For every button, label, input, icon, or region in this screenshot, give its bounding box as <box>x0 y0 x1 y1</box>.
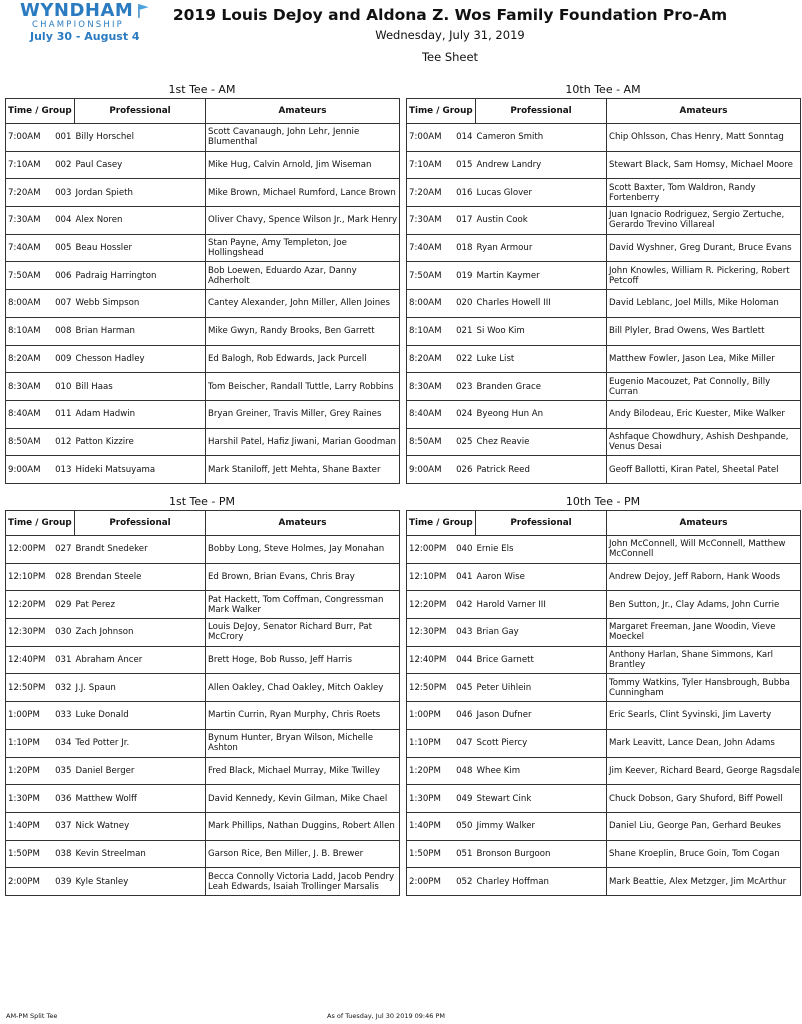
tee-time: 12:10PM <box>6 563 51 591</box>
professional-name: Kevin Streelman <box>75 840 206 868</box>
tee-time: 12:10PM <box>407 563 452 591</box>
table-row <box>407 456 801 484</box>
professional-name: Brendan Steele <box>75 563 206 591</box>
amateur-names: Pat Hackett, Tom Coffman, Congressman Mark Walker <box>206 591 400 619</box>
tee-time: 7:40AM <box>407 234 452 262</box>
amateur-names: Margaret Freeman, Jane Woodin, Vieve Moeckel <box>607 619 801 647</box>
tee-time: 8:10AM <box>6 317 51 345</box>
table-row <box>6 674 400 702</box>
table-row <box>407 400 801 428</box>
amateur-names: Shane Kroeplin, Bruce Goin, Tom Cogan <box>607 840 801 868</box>
professional-name: Jimmy Walker <box>476 812 607 840</box>
amateur-names: Bryan Greiner, Travis Miller, Grey Raines <box>206 400 400 428</box>
group-number: 023 <box>452 373 476 401</box>
professional-name: Bronson Burgoon <box>476 840 607 868</box>
tee-time: 1:20PM <box>6 757 51 785</box>
column-header-time-group: Time / Group <box>6 99 75 124</box>
table-row <box>407 536 801 564</box>
amateur-names: John Knowles, William R. Pickering, Robert Petcoff <box>607 262 801 290</box>
professional-name: Brandt Snedeker <box>75 536 206 564</box>
professional-name: Zach Johnson <box>75 619 206 647</box>
tee-time: 1:00PM <box>6 702 51 730</box>
amateur-names: John McConnell, Will McConnell, Matthew McConnell <box>607 536 801 564</box>
table-row <box>6 536 400 564</box>
amateur-names: Stan Payne, Amy Templeton, Joe Hollingshead <box>206 234 400 262</box>
group-number: 051 <box>452 840 476 868</box>
amateur-names: Mike Hug, Calvin Arnold, Jim Wiseman <box>206 151 400 179</box>
tee-time: 1:50PM <box>6 840 51 868</box>
group-number: 039 <box>51 868 75 896</box>
section-title: 10th Tee - AM <box>565 83 641 96</box>
tee-time: 8:30AM <box>6 373 51 401</box>
professional-name: Ryan Armour <box>476 234 607 262</box>
group-number: 046 <box>452 702 476 730</box>
tee-time: 7:20AM <box>6 179 51 207</box>
amateur-names: Juan Ignacio Rodriguez, Sergio Zertuche, Gerardo Trevino Villareal <box>607 207 801 235</box>
amateur-names: Stewart Black, Sam Homsy, Michael Moore <box>607 151 801 179</box>
amateur-names: Eugenio Macouzet, Pat Connolly, Billy Curran <box>607 373 801 401</box>
amateur-names: Scott Cavanaugh, John Lehr, Jennie Blumenthal <box>206 124 400 152</box>
group-number: 019 <box>452 262 476 290</box>
professional-name: Charles Howell III <box>476 290 607 318</box>
group-number: 003 <box>51 179 75 207</box>
group-number: 038 <box>51 840 75 868</box>
table-row <box>6 151 400 179</box>
tee-time: 8:00AM <box>407 290 452 318</box>
tee-sheet-table <box>406 98 801 484</box>
table-row <box>407 674 801 702</box>
professional-name: Cameron Smith <box>476 124 607 152</box>
logo-brand-text: WYNDHAM <box>20 0 134 21</box>
tee-time: 12:00PM <box>6 536 51 564</box>
professional-name: Chesson Hadley <box>75 345 206 373</box>
professional-name: Nick Watney <box>75 812 206 840</box>
amateur-names: Mike Gwyn, Randy Brooks, Ben Garrett <box>206 317 400 345</box>
professional-name: Adam Hadwin <box>75 400 206 428</box>
group-number: 044 <box>452 646 476 674</box>
group-number: 024 <box>452 400 476 428</box>
group-number: 031 <box>51 646 75 674</box>
table-row <box>407 290 801 318</box>
amateur-names: Garson Rice, Ben Miller, J. B. Brewer <box>206 840 400 868</box>
amateur-names: Ed Balogh, Rob Edwards, Jack Purcell <box>206 345 400 373</box>
tee-sheet-table <box>406 510 801 896</box>
group-number: 002 <box>51 151 75 179</box>
group-number: 047 <box>452 729 476 757</box>
professional-name: Pat Perez <box>75 591 206 619</box>
amateur-names: David Kennedy, Kevin Gilman, Mike Chael <box>206 785 400 813</box>
amateur-names: Ashfaque Chowdhury, Ashish Deshpande, Venus Desai <box>607 428 801 456</box>
table-row <box>6 591 400 619</box>
tee-time: 2:00PM <box>407 868 452 896</box>
table-row <box>6 785 400 813</box>
amateur-names: Eric Searls, Clint Syvinski, Jim Laverty <box>607 702 801 730</box>
amateur-names: Tom Beischer, Randall Tuttle, Larry Robbins <box>206 373 400 401</box>
tee-time: 1:10PM <box>407 729 452 757</box>
professional-name: Brian Gay <box>476 619 607 647</box>
professional-name: Paul Casey <box>75 151 206 179</box>
table-row <box>407 785 801 813</box>
amateur-names: Geoff Ballotti, Kiran Patel, Sheetal Patel <box>607 456 801 484</box>
professional-name: Brice Garnett <box>476 646 607 674</box>
tee-time: 12:40PM <box>407 646 452 674</box>
professional-name: Kyle Stanley <box>75 868 206 896</box>
table-header-row <box>6 511 400 536</box>
group-number: 041 <box>452 563 476 591</box>
professional-name: Patrick Reed <box>476 456 607 484</box>
group-number: 015 <box>452 151 476 179</box>
table-row <box>6 373 400 401</box>
table-row <box>6 729 400 757</box>
professional-name: Webb Simpson <box>75 290 206 318</box>
tee-time: 1:20PM <box>407 757 452 785</box>
amateur-names: Tommy Watkins, Tyler Hansbrough, Bubba Cunningham <box>607 674 801 702</box>
amateur-names: Cantey Alexander, John Miller, Allen Joines <box>206 290 400 318</box>
group-number: 028 <box>51 563 75 591</box>
table-row <box>6 207 400 235</box>
tee-time: 12:50PM <box>6 674 51 702</box>
tee-time: 12:20PM <box>407 591 452 619</box>
tee-time: 8:40AM <box>6 400 51 428</box>
professional-name: Abraham Ancer <box>75 646 206 674</box>
table-header-row <box>6 99 400 124</box>
table-row <box>6 317 400 345</box>
table-header-row <box>407 511 801 536</box>
tee-time: 8:00AM <box>6 290 51 318</box>
flag-icon <box>136 3 150 19</box>
table-row <box>407 591 801 619</box>
tee-time: 7:30AM <box>6 207 51 235</box>
group-number: 020 <box>452 290 476 318</box>
group-number: 035 <box>51 757 75 785</box>
tee-time: 7:10AM <box>6 151 51 179</box>
table-row <box>407 151 801 179</box>
table-row <box>6 456 400 484</box>
professional-name: Alex Noren <box>75 207 206 235</box>
group-number: 037 <box>51 812 75 840</box>
tee-time: 9:00AM <box>407 456 452 484</box>
column-header-professional: Professional <box>476 511 607 536</box>
tee-time: 1:40PM <box>407 812 452 840</box>
table-row <box>407 345 801 373</box>
table-row <box>6 428 400 456</box>
group-number: 021 <box>452 317 476 345</box>
amateur-names: Bill Plyler, Brad Owens, Wes Bartlett <box>607 317 801 345</box>
section-title: 1st Tee - AM <box>168 83 236 96</box>
group-number: 052 <box>452 868 476 896</box>
column-header-professional: Professional <box>476 99 607 124</box>
table-row <box>407 317 801 345</box>
group-number: 007 <box>51 290 75 318</box>
tee-time: 1:50PM <box>407 840 452 868</box>
amateur-names: Bob Loewen, Eduardo Azar, Danny Adherholt <box>206 262 400 290</box>
table-row <box>407 757 801 785</box>
group-number: 050 <box>452 812 476 840</box>
professional-name: Beau Hossler <box>75 234 206 262</box>
tee-time: 12:30PM <box>407 619 452 647</box>
table-row <box>407 619 801 647</box>
group-number: 017 <box>452 207 476 235</box>
tee-time: 8:50AM <box>407 428 452 456</box>
amateur-names: Allen Oakley, Chad Oakley, Mitch Oakley <box>206 674 400 702</box>
table-row <box>6 179 400 207</box>
group-number: 034 <box>51 729 75 757</box>
table-row <box>6 234 400 262</box>
column-header-amateurs: Amateurs <box>206 99 400 124</box>
professional-name: Branden Grace <box>476 373 607 401</box>
amateur-names: Becca Connolly Victoria Ladd, Jacob Pendry Leah Edwards, Isaiah Trollinger Marsalis <box>206 868 400 896</box>
group-number: 049 <box>452 785 476 813</box>
amateur-names: Jim Keever, Richard Beard, George Ragsdale <box>607 757 801 785</box>
amateur-names: Bynum Hunter, Bryan Wilson, Michelle Ashton <box>206 729 400 757</box>
professional-name: Lucas Glover <box>476 179 607 207</box>
tee-sheet-table <box>5 510 400 896</box>
professional-name: Billy Horschel <box>75 124 206 152</box>
logo-subtitle: CHAMPIONSHIP <box>32 20 124 30</box>
table-row <box>6 290 400 318</box>
group-number: 045 <box>452 674 476 702</box>
table-row <box>407 646 801 674</box>
tee-time: 1:30PM <box>407 785 452 813</box>
professional-name: Stewart Cink <box>476 785 607 813</box>
group-number: 036 <box>51 785 75 813</box>
tee-time: 1:10PM <box>6 729 51 757</box>
professional-name: Charley Hoffman <box>476 868 607 896</box>
amateur-names: Andrew Dejoy, Jeff Raborn, Hank Woods <box>607 563 801 591</box>
tee-time: 2:00PM <box>6 868 51 896</box>
amateur-names: Chuck Dobson, Gary Shuford, Biff Powell <box>607 785 801 813</box>
page-subtitle: Tee Sheet <box>421 50 479 64</box>
group-number: 025 <box>452 428 476 456</box>
table-row <box>407 840 801 868</box>
professional-name: Padraig Harrington <box>75 262 206 290</box>
tee-time: 1:30PM <box>6 785 51 813</box>
amateur-names: Mark Staniloff, Jett Mehta, Shane Baxter <box>206 456 400 484</box>
amateur-names: Daniel Liu, George Pan, Gerhard Beukes <box>607 812 801 840</box>
column-header-amateurs: Amateurs <box>206 511 400 536</box>
table-row <box>6 868 400 896</box>
group-number: 011 <box>51 400 75 428</box>
amateur-names: Ben Sutton, Jr., Clay Adams, John Currie <box>607 591 801 619</box>
table-row <box>6 262 400 290</box>
professional-name: J.J. Spaun <box>75 674 206 702</box>
group-number: 005 <box>51 234 75 262</box>
amateur-names: Harshil Patel, Hafiz Jiwani, Marian Goodman <box>206 428 400 456</box>
tee-time: 7:00AM <box>407 124 452 152</box>
group-number: 032 <box>51 674 75 702</box>
table-row <box>6 646 400 674</box>
tee-time: 8:20AM <box>6 345 51 373</box>
group-number: 001 <box>51 124 75 152</box>
professional-name: Si Woo Kim <box>476 317 607 345</box>
table-row <box>6 345 400 373</box>
professional-name: Andrew Landry <box>476 151 607 179</box>
table-row <box>407 729 801 757</box>
professional-name: Martin Kaymer <box>476 262 607 290</box>
professional-name: Byeong Hun An <box>476 400 607 428</box>
professional-name: Whee Kim <box>476 757 607 785</box>
group-number: 042 <box>452 591 476 619</box>
tee-time: 7:40AM <box>6 234 51 262</box>
professional-name: Chez Reavie <box>476 428 607 456</box>
group-number: 048 <box>452 757 476 785</box>
group-number: 027 <box>51 536 75 564</box>
professional-name: Harold Varner III <box>476 591 607 619</box>
amateur-names: Mark Phillips, Nathan Duggins, Robert Allen <box>206 812 400 840</box>
column-header-amateurs: Amateurs <box>607 99 801 124</box>
table-row <box>407 207 801 235</box>
group-number: 043 <box>452 619 476 647</box>
amateur-names: Andy Bilodeau, Eric Kuester, Mike Walker <box>607 400 801 428</box>
group-number: 022 <box>452 345 476 373</box>
professional-name: Brian Harman <box>75 317 206 345</box>
amateur-names: Oliver Chavy, Spence Wilson Jr., Mark Henry <box>206 207 400 235</box>
table-row <box>407 428 801 456</box>
tee-time: 9:00AM <box>6 456 51 484</box>
tee-time: 7:00AM <box>6 124 51 152</box>
column-header-time-group: Time / Group <box>407 511 476 536</box>
professional-name: Luke List <box>476 345 607 373</box>
table-row <box>407 702 801 730</box>
tee-time: 12:00PM <box>407 536 452 564</box>
professional-name: Austin Cook <box>476 207 607 235</box>
amateur-names: Mike Brown, Michael Rumford, Lance Brown <box>206 179 400 207</box>
amateur-names: Bobby Long, Steve Holmes, Jay Monahan <box>206 536 400 564</box>
tee-time: 8:20AM <box>407 345 452 373</box>
professional-name: Ernie Els <box>476 536 607 564</box>
table-row <box>6 400 400 428</box>
amateur-names: Brett Hoge, Bob Russo, Jeff Harris <box>206 646 400 674</box>
table-row <box>6 563 400 591</box>
table-header-row <box>407 99 801 124</box>
column-header-time-group: Time / Group <box>6 511 75 536</box>
group-number: 008 <box>51 317 75 345</box>
table-row <box>6 812 400 840</box>
section-title: 1st Tee - PM <box>168 495 235 508</box>
tee-time: 12:40PM <box>6 646 51 674</box>
amateur-names: David Leblanc, Joel Mills, Mike Holoman <box>607 290 801 318</box>
table-row <box>407 812 801 840</box>
table-row <box>6 124 400 152</box>
amateur-names: Anthony Harlan, Shane Simmons, Karl Brantley <box>607 646 801 674</box>
tee-time: 7:50AM <box>6 262 51 290</box>
page-title: 2019 Louis DeJoy and Aldona Z. Wos Family Foundation Pro-Am <box>172 6 728 24</box>
amateur-names: David Wyshner, Greg Durant, Bruce Evans <box>607 234 801 262</box>
amateur-names: Chip Ohlsson, Chas Henry, Matt Sonntag <box>607 124 801 152</box>
table-row <box>407 179 801 207</box>
table-row <box>407 262 801 290</box>
group-number: 018 <box>452 234 476 262</box>
professional-name: Jordan Spieth <box>75 179 206 207</box>
footer-timestamp: As of Tuesday, Jul 30 2019 09:46 PM <box>327 1012 445 1020</box>
footer-label: AM-PM Split Tee <box>6 1012 58 1020</box>
table-row <box>407 373 801 401</box>
tee-time: 8:30AM <box>407 373 452 401</box>
professional-name: Bill Haas <box>75 373 206 401</box>
group-number: 012 <box>51 428 75 456</box>
group-number: 009 <box>51 345 75 373</box>
amateur-names: Martin Currin, Ryan Murphy, Chris Roets <box>206 702 400 730</box>
group-number: 040 <box>452 536 476 564</box>
amateur-names: Matthew Fowler, Jason Lea, Mike Miller <box>607 345 801 373</box>
table-row <box>407 563 801 591</box>
group-number: 010 <box>51 373 75 401</box>
group-number: 030 <box>51 619 75 647</box>
column-header-professional: Professional <box>75 99 206 124</box>
professional-name: Luke Donald <box>75 702 206 730</box>
group-number: 029 <box>51 591 75 619</box>
professional-name: Scott Piercy <box>476 729 607 757</box>
wyndham-logo <box>20 2 150 50</box>
table-row <box>407 234 801 262</box>
column-header-time-group: Time / Group <box>407 99 476 124</box>
table-row <box>407 868 801 896</box>
tee-time: 1:40PM <box>6 812 51 840</box>
professional-name: Matthew Wolff <box>75 785 206 813</box>
tee-time: 12:20PM <box>6 591 51 619</box>
tee-time: 1:00PM <box>407 702 452 730</box>
tee-time: 7:10AM <box>407 151 452 179</box>
professional-name: Aaron Wise <box>476 563 607 591</box>
amateur-names: Scott Baxter, Tom Waldron, Randy Fortenberry <box>607 179 801 207</box>
event-date: Wednesday, July 31, 2019 <box>375 28 525 42</box>
section-title: 10th Tee - PM <box>565 495 641 508</box>
table-row <box>6 840 400 868</box>
tee-time: 7:20AM <box>407 179 452 207</box>
group-number: 014 <box>452 124 476 152</box>
amateur-names: Mark Leavitt, Lance Dean, John Adams <box>607 729 801 757</box>
group-number: 016 <box>452 179 476 207</box>
amateur-names: Fred Black, Michael Murray, Mike Twilley <box>206 757 400 785</box>
professional-name: Jason Dufner <box>476 702 607 730</box>
tee-time: 12:30PM <box>6 619 51 647</box>
group-number: 033 <box>51 702 75 730</box>
tee-time: 8:10AM <box>407 317 452 345</box>
tee-time: 8:50AM <box>6 428 51 456</box>
group-number: 006 <box>51 262 75 290</box>
professional-name: Ted Potter Jr. <box>75 729 206 757</box>
column-header-professional: Professional <box>75 511 206 536</box>
table-row <box>6 619 400 647</box>
professional-name: Patton Kizzire <box>75 428 206 456</box>
tee-time: 8:40AM <box>407 400 452 428</box>
tee-time: 7:30AM <box>407 207 452 235</box>
table-row <box>407 124 801 152</box>
professional-name: Daniel Berger <box>75 757 206 785</box>
professional-name: Hideki Matsuyama <box>75 456 206 484</box>
logo-dates: July 30 - August 4 <box>30 30 140 43</box>
tee-time: 7:50AM <box>407 262 452 290</box>
table-row <box>6 757 400 785</box>
professional-name: Peter Uihlein <box>476 674 607 702</box>
group-number: 004 <box>51 207 75 235</box>
group-number: 013 <box>51 456 75 484</box>
tee-sheet-table <box>5 98 400 484</box>
amateur-names: Ed Brown, Brian Evans, Chris Bray <box>206 563 400 591</box>
amateur-names: Louis DeJoy, Senator Richard Burr, Pat McCrory <box>206 619 400 647</box>
amateur-names: Mark Beattie, Alex Metzger, Jim McArthur <box>607 868 801 896</box>
column-header-amateurs: Amateurs <box>607 511 801 536</box>
table-row <box>6 702 400 730</box>
tee-time: 12:50PM <box>407 674 452 702</box>
group-number: 026 <box>452 456 476 484</box>
